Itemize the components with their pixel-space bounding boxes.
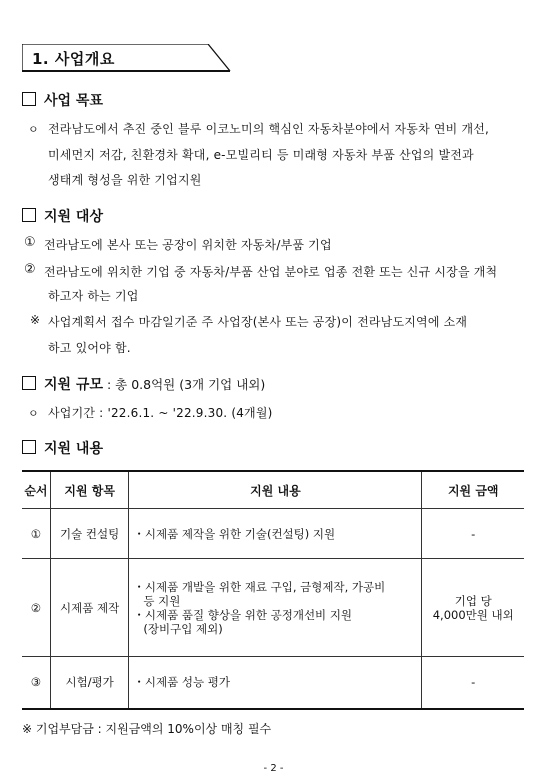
goal-line-3: 생태계 형성을 위한 기업지원 (48, 173, 202, 187)
checkbox-square-icon (22, 92, 36, 106)
row-1-amount: - (422, 509, 524, 559)
target-item-2-text-1: 전라남도에 위치한 기업 중 자동차/부품 산업 분야로 업종 전환 또는 신규 시장을 개척 (44, 265, 498, 279)
target-item-1-marker: ① (24, 235, 36, 250)
row-2-content (129, 559, 422, 657)
checkbox-square-icon (22, 376, 36, 390)
row-3-content-line-1: ・시제품 성능 평가 (133, 675, 230, 690)
table-row (22, 559, 524, 657)
table-header-amount: 지원 금액 (422, 471, 524, 509)
goal-bullet: ㅇ (28, 123, 39, 136)
section-title: 1. 사업개요 (32, 50, 115, 68)
row-1-no: ① (22, 509, 50, 559)
table-row (22, 509, 524, 559)
goal-heading-text: 사업 목표 (44, 93, 103, 109)
content-heading (22, 438, 103, 458)
row-2-item: 시제품 제작 (50, 559, 129, 657)
table-header-no: 순서 (22, 471, 50, 509)
checkbox-square-icon (22, 440, 36, 454)
row-2-no: ② (22, 559, 50, 657)
target-item-2-marker: ② (24, 262, 36, 277)
page-number: - 2 - (263, 763, 284, 774)
row-3-item: 시험/평가 (50, 657, 129, 709)
goal-heading (22, 90, 103, 110)
scale-heading (22, 374, 265, 394)
scale-heading-text: 지원 규모 (44, 377, 103, 393)
row-2-content-line-3: ・시제품 품질 향상을 위한 공정개선비 지원 (133, 607, 353, 622)
row-2-amount (422, 559, 524, 657)
target-item-2-text-2: 하고자 하는 기업 (48, 289, 139, 303)
row-3-no: ③ (22, 657, 50, 709)
scale-period: 사업기간 : '22.6.1. ~ '22.9.30. (4개월) (48, 406, 273, 420)
section-title-tab (22, 44, 232, 72)
row-1-content (129, 509, 422, 559)
row-1-item: 기술 컨설팅 (50, 509, 129, 559)
scale-bullet: ㅇ (28, 407, 39, 420)
goal-line-1: 전라남도에서 추진 중인 블루 이코노미의 핵심인 자동차분야에서 자동차 연비 개선, (48, 122, 490, 136)
table-header-content: 지원 내용 (129, 471, 422, 509)
content-heading-text: 지원 내용 (44, 441, 103, 457)
scale-detail: : 총 0.8억원 (3개 기업 내외) (102, 377, 266, 392)
target-note-line-1: 사업계획서 접수 마감일기준 주 사업장(본사 또는 공장)이 전라남도지역에 소재 (48, 315, 468, 329)
footnote: ※ 기업부담금 : 지원금액의 10%이상 매칭 필수 (22, 722, 272, 736)
table-row (22, 657, 524, 709)
row-2-content-line-4: (장비구입 제외) (143, 621, 223, 636)
target-item-1-text: 전라남도에 본사 또는 공장이 위치한 자동차/부품 기업 (44, 238, 332, 252)
goal-line-2: 미세먼지 저감, 친환경차 확대, e-모빌리티 등 미래형 자동차 부품 산업의 발전과 (48, 148, 474, 162)
target-heading-text: 지원 대상 (44, 209, 103, 225)
row-2-amount-line-1: 기업 당 (454, 593, 492, 608)
target-note-line-2: 하고 있어야 함. (48, 341, 131, 355)
target-heading (22, 206, 103, 226)
row-1-content-line-1: ・시제품 제작을 위한 기술(컨설팅) 지원 (133, 526, 336, 541)
target-note-marker: ※ (30, 313, 41, 327)
checkbox-square-icon (22, 208, 36, 222)
table-header-row (22, 471, 524, 509)
row-2-content-line-1: ・시제품 개발을 위한 재료 구입, 금형제작, 가공비 (133, 579, 386, 594)
row-2-amount-line-2: 4,000만원 내외 (432, 607, 514, 622)
row-2-content-line-2: 등 지원 (143, 593, 181, 608)
row-3-amount: - (422, 657, 524, 709)
row-3-content (129, 657, 422, 709)
table-header-item: 지원 항목 (50, 471, 129, 509)
support-table (22, 470, 524, 710)
